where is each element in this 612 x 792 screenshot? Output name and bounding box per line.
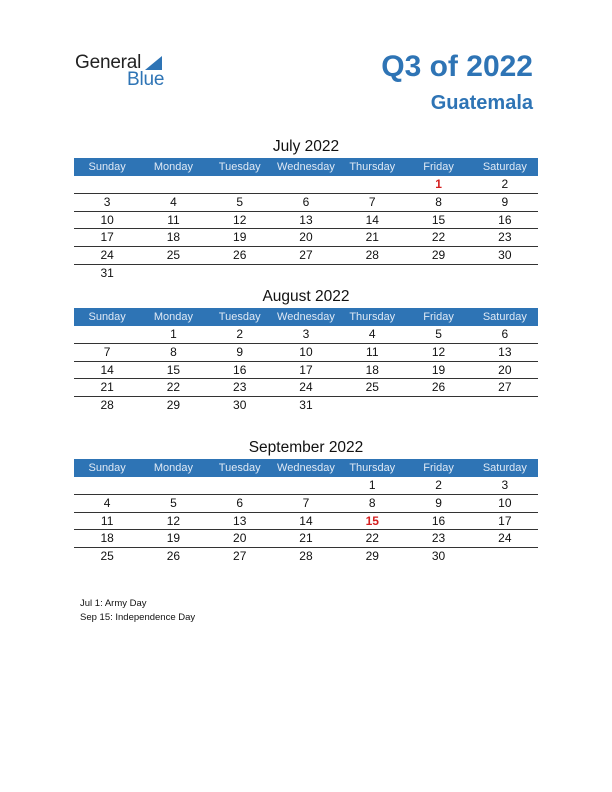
week-row bbox=[74, 194, 538, 212]
day-cell: 18 bbox=[100, 531, 114, 546]
day-cell: 2 bbox=[435, 478, 442, 492]
empty-day-cell bbox=[273, 477, 339, 494]
week-row bbox=[74, 397, 538, 414]
day-cell: 29 bbox=[365, 549, 379, 564]
day-cell: 13 bbox=[299, 212, 313, 227]
weekday-label: Wednesday bbox=[277, 311, 335, 323]
day-cell: 28 bbox=[100, 398, 114, 413]
day-cell: 26 bbox=[431, 380, 446, 395]
day-cell: 21 bbox=[365, 230, 379, 245]
day-cell: 1 bbox=[170, 327, 177, 341]
empty-day-cell bbox=[140, 265, 206, 282]
day-cell: 3 bbox=[501, 478, 509, 492]
week-row bbox=[74, 530, 538, 548]
month-title: July 2022 bbox=[272, 138, 340, 155]
day-cell: 14 bbox=[299, 513, 313, 528]
day-cell: 22 bbox=[166, 380, 181, 395]
week-row bbox=[74, 176, 538, 194]
day-cell: 6 bbox=[236, 495, 244, 510]
weekday-header bbox=[74, 308, 538, 326]
day-cell: 18 bbox=[365, 362, 379, 377]
week-row bbox=[74, 247, 538, 265]
week-row bbox=[74, 362, 538, 380]
day-cell: 23 bbox=[431, 531, 446, 546]
day-cell: 31 bbox=[299, 398, 313, 413]
day-cell: 27 bbox=[299, 248, 313, 263]
day-cell: 16 bbox=[233, 362, 247, 377]
empty-day-cell bbox=[74, 176, 140, 193]
holiday-day-cell: 15 bbox=[365, 513, 379, 528]
day-cell: 27 bbox=[233, 549, 247, 564]
weekday-header bbox=[74, 459, 538, 477]
empty-day-cell bbox=[472, 548, 538, 565]
weekday-label: Tuesday bbox=[218, 311, 261, 323]
day-cell: 26 bbox=[166, 549, 181, 564]
day-cell: 6 bbox=[302, 194, 310, 209]
week-row bbox=[74, 495, 538, 513]
week-row bbox=[74, 477, 538, 495]
day-cell: 25 bbox=[166, 248, 181, 263]
day-cell: 15 bbox=[166, 362, 181, 377]
day-cell: 25 bbox=[365, 380, 379, 395]
weekday-label: Sunday bbox=[88, 311, 126, 323]
day-cell: 3 bbox=[103, 194, 111, 209]
empty-day-cell bbox=[207, 176, 273, 193]
day-cell: 28 bbox=[365, 248, 379, 263]
day-cell: 5 bbox=[435, 327, 442, 341]
weekday-header bbox=[74, 158, 538, 176]
country-name: Guatemala bbox=[430, 92, 533, 114]
generalblue-logo bbox=[75, 52, 185, 88]
day-cell: 30 bbox=[233, 398, 247, 413]
weekday-label: Friday bbox=[423, 161, 454, 173]
day-cell: 8 bbox=[435, 194, 442, 209]
day-cell: 8 bbox=[170, 344, 177, 359]
day-cell: 20 bbox=[233, 531, 247, 546]
day-cell: 17 bbox=[100, 230, 114, 245]
weekday-label: Sunday bbox=[88, 161, 126, 173]
week-row bbox=[74, 212, 538, 230]
weekday-label: Saturday bbox=[482, 311, 527, 323]
day-cell: 9 bbox=[236, 344, 244, 359]
day-cell: 24 bbox=[299, 380, 313, 395]
day-cell: 2 bbox=[501, 177, 509, 191]
day-cell: 4 bbox=[103, 495, 111, 510]
day-cell: 10 bbox=[299, 344, 313, 359]
day-cell: 24 bbox=[498, 531, 512, 546]
day-cell: 26 bbox=[233, 248, 247, 263]
day-cell: 5 bbox=[170, 495, 177, 510]
weekday-label: Saturday bbox=[482, 462, 527, 474]
weekday-label: Friday bbox=[423, 462, 454, 474]
day-cell: 1 bbox=[368, 478, 376, 492]
day-cell: 19 bbox=[431, 362, 446, 377]
weekday-label: Thursday bbox=[349, 161, 396, 173]
day-cell: 30 bbox=[498, 248, 512, 263]
day-cell: 27 bbox=[498, 380, 512, 395]
day-cell: 12 bbox=[166, 513, 181, 528]
day-cell: 7 bbox=[103, 344, 111, 359]
day-cell: 21 bbox=[299, 531, 313, 546]
empty-day-cell bbox=[140, 176, 206, 193]
weekday-label: Tuesday bbox=[218, 161, 261, 173]
day-cell: 16 bbox=[498, 212, 512, 227]
weekday-label: Saturday bbox=[482, 161, 527, 173]
day-cell: 12 bbox=[233, 212, 247, 227]
page-title: Q3 of 2022 bbox=[381, 50, 533, 83]
weekday-label: Monday bbox=[153, 311, 193, 323]
day-cell: 10 bbox=[100, 212, 114, 227]
day-cell: 6 bbox=[501, 327, 509, 341]
empty-day-cell bbox=[339, 176, 405, 193]
day-cell: 17 bbox=[498, 513, 512, 528]
week-row bbox=[74, 379, 538, 397]
month-title: September 2022 bbox=[248, 439, 364, 456]
week-rows bbox=[74, 176, 538, 282]
day-cell: 7 bbox=[368, 194, 376, 209]
empty-day-cell bbox=[472, 397, 538, 414]
day-cell: 17 bbox=[299, 362, 313, 377]
weekday-label: Monday bbox=[153, 161, 193, 173]
day-cell: 11 bbox=[366, 344, 379, 359]
day-cell: 19 bbox=[166, 531, 181, 546]
empty-day-cell bbox=[74, 477, 140, 494]
day-cell: 22 bbox=[365, 531, 379, 546]
day-cell: 11 bbox=[167, 212, 180, 227]
day-cell: 9 bbox=[435, 495, 442, 510]
day-cell: 23 bbox=[233, 380, 247, 395]
month-title: August 2022 bbox=[262, 288, 350, 305]
empty-day-cell bbox=[339, 265, 405, 282]
week-row bbox=[74, 326, 538, 344]
weekday-label: Wednesday bbox=[277, 161, 335, 173]
weekday-label: Sunday bbox=[88, 462, 126, 474]
weekday-label: Thursday bbox=[349, 311, 396, 323]
week-row bbox=[74, 513, 538, 531]
logo-text-general: General bbox=[75, 52, 142, 73]
holiday-notes bbox=[80, 597, 195, 624]
holiday-day-cell: 1 bbox=[435, 177, 442, 191]
empty-day-cell bbox=[273, 265, 339, 282]
day-cell: 5 bbox=[236, 194, 244, 209]
empty-day-cell bbox=[140, 477, 206, 494]
week-row bbox=[74, 229, 538, 247]
empty-day-cell bbox=[405, 265, 471, 282]
day-cell: 10 bbox=[498, 495, 512, 510]
week-row bbox=[74, 344, 538, 362]
day-cell: 20 bbox=[498, 362, 512, 377]
empty-day-cell bbox=[74, 326, 140, 343]
day-cell: 7 bbox=[302, 495, 310, 510]
day-cell: 22 bbox=[431, 230, 446, 245]
day-cell: 30 bbox=[431, 549, 446, 564]
month-block-september bbox=[74, 437, 538, 565]
day-cell: 16 bbox=[431, 513, 446, 528]
weekday-label: Monday bbox=[153, 462, 193, 474]
holiday-note: Sep 15: Independence Day bbox=[80, 611, 196, 623]
day-cell: 25 bbox=[100, 549, 114, 564]
day-cell: 28 bbox=[299, 549, 313, 564]
day-cell: 3 bbox=[302, 327, 310, 341]
empty-day-cell bbox=[472, 265, 538, 282]
logo-text-blue: Blue bbox=[127, 69, 165, 90]
day-cell: 9 bbox=[501, 194, 509, 209]
week-rows bbox=[74, 326, 538, 414]
day-cell: 13 bbox=[498, 344, 512, 359]
weekday-label: Thursday bbox=[349, 462, 396, 474]
day-cell: 8 bbox=[368, 495, 376, 510]
day-cell: 18 bbox=[166, 230, 181, 245]
day-cell: 2 bbox=[236, 327, 244, 341]
day-cell: 23 bbox=[498, 230, 512, 245]
day-cell: 21 bbox=[100, 380, 114, 395]
day-cell: 11 bbox=[100, 513, 114, 528]
weekday-label: Wednesday bbox=[277, 462, 335, 474]
weekday-label: Friday bbox=[423, 311, 454, 323]
holiday-note: Jul 1: Army Day bbox=[80, 598, 147, 609]
week-row bbox=[74, 548, 538, 565]
day-cell: 29 bbox=[166, 398, 181, 413]
day-cell: 20 bbox=[299, 230, 313, 245]
weekday-label: Tuesday bbox=[218, 462, 261, 474]
empty-day-cell bbox=[273, 176, 339, 193]
week-rows bbox=[74, 477, 538, 565]
day-cell: 29 bbox=[431, 248, 446, 263]
day-cell: 19 bbox=[233, 230, 247, 245]
day-cell: 14 bbox=[365, 212, 379, 227]
empty-day-cell bbox=[207, 265, 273, 282]
month-block-august bbox=[74, 286, 538, 414]
day-cell: 24 bbox=[100, 248, 114, 263]
empty-day-cell bbox=[207, 477, 273, 494]
day-cell: 12 bbox=[431, 344, 446, 359]
empty-day-cell bbox=[405, 397, 471, 414]
empty-day-cell bbox=[339, 397, 405, 414]
day-cell: 4 bbox=[170, 194, 177, 209]
day-cell: 13 bbox=[233, 513, 247, 528]
day-cell: 4 bbox=[368, 327, 376, 341]
week-row bbox=[74, 265, 538, 282]
day-cell: 15 bbox=[431, 212, 446, 227]
month-block-july bbox=[74, 136, 538, 282]
day-cell: 31 bbox=[100, 265, 114, 280]
day-cell: 14 bbox=[100, 362, 114, 377]
